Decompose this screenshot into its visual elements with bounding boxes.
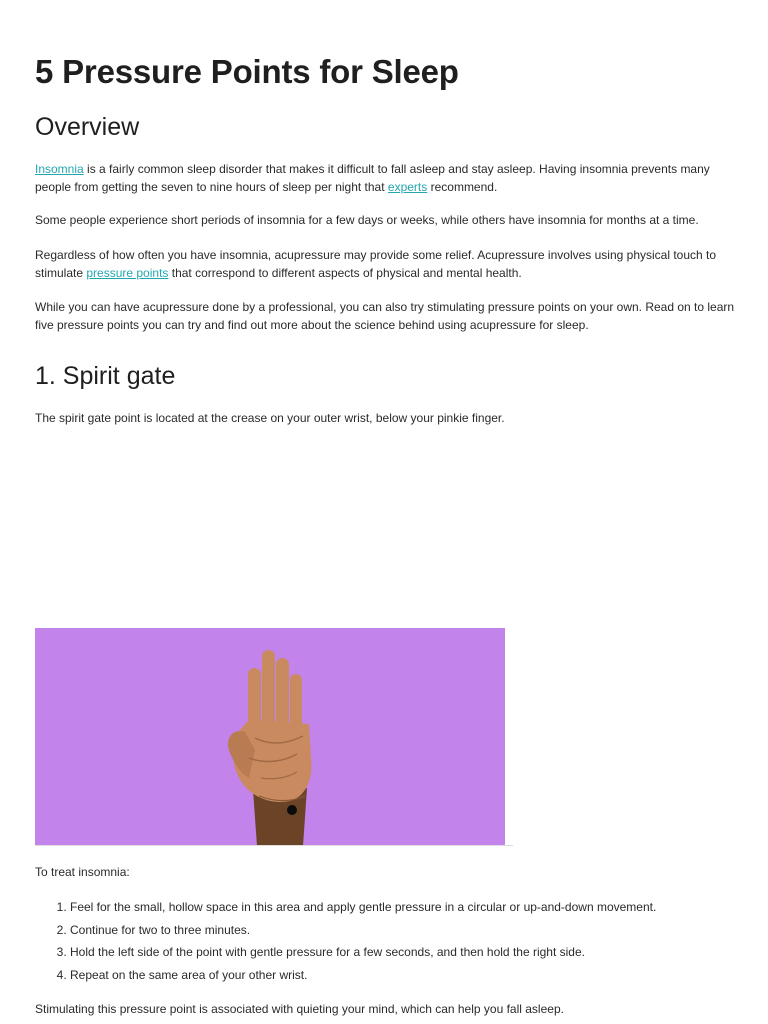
overview-paragraph-3-text-a: Regardless of how often you have insomnia, acupressure may provide some relief. Acupressure involves using physical touch to stimulate bbox=[35, 248, 717, 280]
index-finger-shape bbox=[248, 668, 261, 732]
middle-finger-shape bbox=[262, 650, 275, 730]
overview-paragraph-3-text-b: that correspond to different aspects of physical and mental health. bbox=[168, 265, 522, 280]
spirit-gate-point-marker bbox=[287, 805, 297, 815]
experts-link[interactable]: experts bbox=[387, 179, 428, 194]
overview-paragraph-4: While you can have acupressure done by a professional, you can also try stimulating pressure points on your own. Read on to learn five pressure points you can try and find out more about the science behind using acupressure for sleep. bbox=[35, 300, 735, 332]
overview-heading: Overview bbox=[35, 113, 140, 141]
spirit-gate-closing: Stimulating this pressure point is associated with quieting your mind, which can help you fall asleep. bbox=[35, 1002, 564, 1016]
pinkie-finger-shape bbox=[290, 674, 302, 732]
list-item: 1. Feel for the small, hollow space in this area and apply gentle pressure in a circular or up-and-down movement. bbox=[70, 898, 730, 921]
spirit-gate-heading: 1. Spirit gate bbox=[35, 362, 176, 390]
treat-insomnia-label: To treat insomnia: bbox=[35, 865, 130, 879]
list-item: 3. Hold the left side of the point with gentle pressure for a few seconds, and then hold the right side. bbox=[70, 943, 730, 966]
overview-paragraph-2: Some people experience short periods of insomnia for a few days or weeks, while others have insomnia for months at a time. bbox=[35, 213, 699, 227]
hand-illustration bbox=[35, 628, 505, 846]
page-title: 5 Pressure Points for Sleep bbox=[35, 53, 459, 90]
list-item: 2. Continue for two to three minutes. bbox=[70, 921, 730, 944]
list-item: 4. Repeat on the same area of your other wrist. bbox=[70, 966, 730, 989]
figure-divider bbox=[35, 845, 513, 846]
overview-paragraph-1-text-b: recommend. bbox=[427, 179, 498, 194]
overview-paragraph-1-text-a: is a fairly common sleep disorder that makes it difficult to fall asleep and stay asleep. Having insomnia prevents many people from getting the seven to nine hours of sleep per night that bbox=[35, 162, 710, 194]
overview-paragraph-3 bbox=[35, 247, 735, 282]
treatment-steps-list bbox=[35, 898, 730, 989]
ring-finger-shape bbox=[276, 658, 289, 730]
pressure-points-link[interactable]: pressure points bbox=[86, 265, 169, 280]
overview-paragraph-1 bbox=[35, 161, 735, 196]
spirit-gate-illustration bbox=[35, 628, 505, 846]
spirit-gate-intro: The spirit gate point is located at the crease on your outer wrist, below your pinkie finger. bbox=[35, 411, 505, 425]
insomnia-link[interactable]: Insomnia bbox=[35, 162, 84, 176]
